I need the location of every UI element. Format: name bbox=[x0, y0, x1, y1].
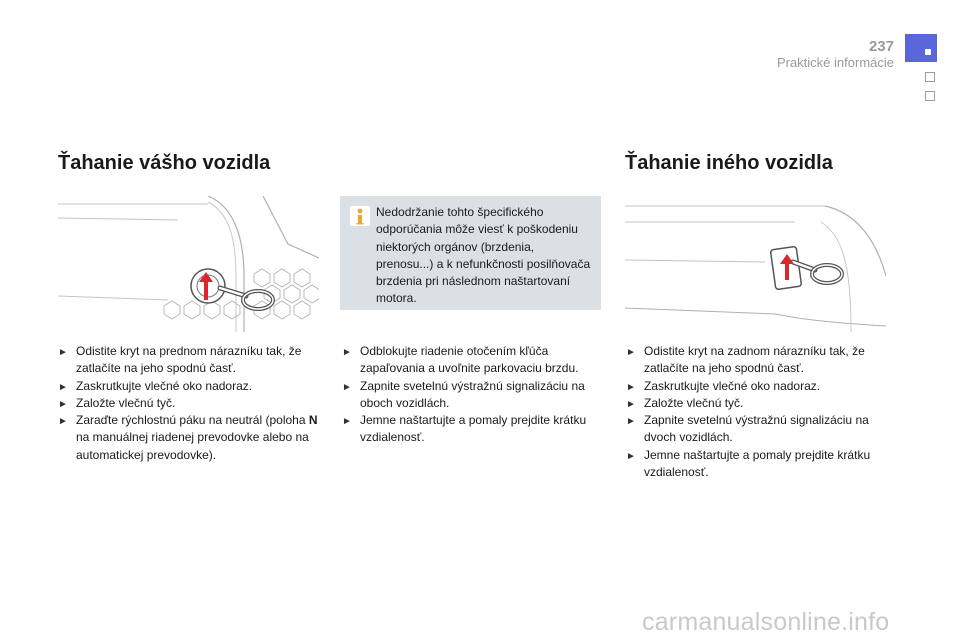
chapter-tab-empty[interactable] bbox=[925, 91, 935, 101]
bullet-arrow-icon: ► bbox=[342, 381, 352, 393]
list-item: ► Zaskrutkujte vlečné oko nadoraz. bbox=[626, 378, 888, 395]
bullet-arrow-icon: ► bbox=[58, 347, 68, 358]
bullet-arrow-icon: ► bbox=[626, 381, 636, 393]
towing-completion-steps bbox=[342, 343, 604, 447]
rear-tow-eye-drawing bbox=[625, 196, 886, 332]
list-item: ► Zaraďte rýchlostnú páku na neutrál (poloha N na manuálnej riadenej prevodovke alebo na automatickej prevodovke). bbox=[58, 413, 318, 462]
rear-bumper-illustration bbox=[625, 196, 886, 332]
bullet-arrow-icon: ► bbox=[626, 347, 636, 358]
left-section-title: Ťahanie vášho vozidla bbox=[58, 152, 271, 174]
chapter-tab-empty[interactable] bbox=[925, 72, 935, 82]
list-item: ► Zapnite svetelnú výstražnú signalizáciu na oboch vozidlách. bbox=[342, 378, 585, 410]
warning-box bbox=[340, 196, 601, 310]
bullet-arrow-icon: ► bbox=[342, 416, 352, 428]
chapter-tab-active[interactable] bbox=[905, 34, 937, 62]
rear-towing-steps bbox=[626, 343, 888, 481]
page-number: 237 bbox=[868, 38, 894, 55]
section-name: Praktické informácie bbox=[776, 55, 894, 70]
bullet-arrow-icon: ► bbox=[58, 416, 68, 428]
bullet-arrow-icon: ► bbox=[342, 347, 352, 358]
list-item: ► Založte vlečnú tyč. bbox=[626, 395, 888, 412]
list-item: ► Založte vlečnú tyč. bbox=[58, 395, 322, 412]
list-item: ► Odistite kryt na prednom nárazníku tak, že zatlačíte na jeho spodnú časť. bbox=[58, 344, 302, 376]
bullet-arrow-icon: ► bbox=[58, 398, 68, 410]
list-item: ► Jemne naštartujte a pomaly prejdite krátku vzdialenosť. bbox=[626, 447, 871, 480]
list-item: ► Zaskrutkujte vlečné oko nadoraz. bbox=[58, 378, 322, 395]
list-item: ► Zapnite svetelnú výstražnú signalizáciu na dvoch vozidlách. bbox=[626, 413, 869, 445]
bullet-arrow-icon: ► bbox=[626, 450, 636, 462]
front-bumper-illustration bbox=[58, 196, 319, 332]
right-section-title: Ťahanie iného vozidla bbox=[625, 152, 833, 174]
front-towing-steps bbox=[58, 343, 322, 464]
gear-position-label: N bbox=[308, 413, 318, 428]
list-item: ► Odistite kryt na zadnom nárazníku tak, že zatlačíte na jeho spodnú časť. bbox=[626, 344, 865, 376]
watermark: carmanualsonline.info bbox=[642, 608, 890, 636]
warning-text: Nedodržanie tohto špecifického odporúčania môže viesť k poškodeniu niektorých orgánov (brzdenia, prenosu...) a k nefunkčnosti posilňovača brzdenia pri následnom naštartovaní motora. bbox=[376, 205, 591, 306]
list-item: ► Jemne naštartujte a pomaly prejdite krátku vzdialenosť. bbox=[342, 413, 587, 445]
info-icon bbox=[350, 206, 370, 226]
list-item: ► Odblokujte riadenie otočením kľúča zapaľovania a uvoľnite parkovaciu brzdu. bbox=[342, 344, 579, 376]
front-tow-eye-drawing bbox=[58, 196, 319, 332]
bullet-arrow-icon: ► bbox=[626, 416, 636, 428]
tab-indicator-icon bbox=[925, 49, 931, 55]
bullet-arrow-icon: ► bbox=[626, 398, 636, 410]
bullet-arrow-icon: ► bbox=[58, 381, 68, 393]
